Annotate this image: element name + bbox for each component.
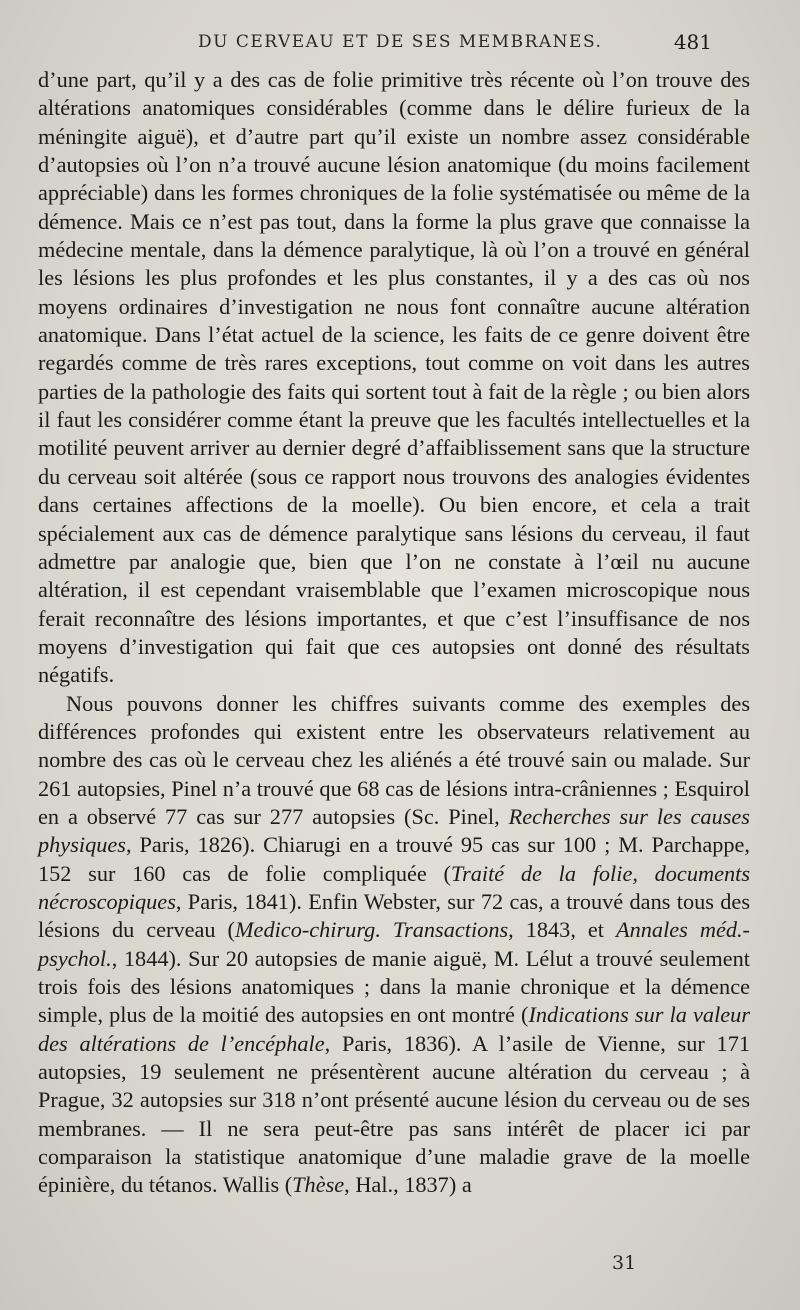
page-header: [48, 32, 712, 60]
text-run: , Hal., 1837) a: [344, 1172, 472, 1198]
text-run: , Paris, 1826). Chiarugi en a trouvé 95 cas sur 100 ; M. Parchappe, 152 sur 160 cas de folie compliquée (: [38, 832, 750, 886]
citation-title: Medico-chirurg. Transactions: [234, 917, 509, 943]
text-run: , 1844). Sur 20 autopsies de manie aiguë, M. Lélut a trouvé seulement trois fois des lésions anatomiques ; dans la manie chronique et la démence simple, plus de la moitié des autopsies en ont montré (: [38, 945, 750, 1028]
text-run: Nous pouvons donner les chiffres suivants comme des exemples des différences profondes qui existent entre les observateurs relativement au nombre des cas où le cerveau chez les aliénés a été trouvé sain ou malade. Sur 261 autopsies, Pinel n’a trouvé que 68 cas de lésions intra-crâniennes ; Esquirol en a observé 77 cas sur 277 autopsies (Sc. Pinel,: [38, 690, 750, 829]
printer-signature: 31: [612, 1252, 637, 1274]
citation-title: Thèse: [292, 1172, 345, 1198]
body-text: [38, 66, 750, 1200]
text-run: , Paris, 1841). Enfin Webster, sur 72 cas, a trouvé dans tous des lésions du cerveau (: [38, 888, 750, 943]
running-title: DU CERVEAU ET DE SES MEMBRANES.: [198, 32, 603, 52]
citation-title: Annales méd.-psychol.: [38, 917, 750, 971]
citation-title: Traité de la folie, documents nécroscopiques: [38, 860, 750, 914]
text-run: , 1843, et: [508, 917, 616, 943]
paragraph-statistics: [38, 690, 750, 1200]
citation-title: Indications sur la valeur des altérations de l’encéphale: [38, 1002, 751, 1056]
citation-title: Recherches sur les causes physiques: [38, 803, 750, 858]
page-number: 481: [673, 30, 712, 54]
text-run: , Paris, 1836). A l’asile de Vienne, sur 171 autopsies, 19 seulement ne présentèrent aucune altération du cerveau ; à Prague, 32 autopsies sur 318 n’ont présenté aucune lésion du cerveau ou de ses membranes. — Il ne sera peut-être pas sans intérêt de placer ici par comparaison la statistique anatomique d’une maladie grave de la moelle épinière, du tétanos. Wallis (: [38, 1030, 750, 1198]
paragraph-continued: d’une part, qu’il y a des cas de folie primitive très récente où l’on trouve des altérations anatomiques considérables (comme dans le délire furieux de la méningite aiguë), et d’autre part qu’il existe un nombre assez considérable d’autopsies où l’on n’a trouvé aucune lésion anatomique (du moins facilement appréciable) dans les formes chroniques de la folie systématisée ou même de la démence. Mais ce n’est pas tout, dans la forme la plus grave que connaisse la médecine mentale, dans la démence paralytique, là où l’on a trouvé en général les lésions les plus profondes et les plus constantes, il y a des cas où nos moyens ordinaires d’investigation ne nous font connaître aucune altération anatomique. Dans l’état actuel de la science, les faits de ce genre doivent être regardés comme de très rares exceptions, tout comme on voit dans les autres parties de la pathologie des faits qui sortent tout à fait de la règle ; ou bien alors il faut les considérer comme étant la preuve que les facultés intellectuelles et la motilité peuvent arriver au dernier degré d’affaiblissement sans que la structure du cerveau soit altérée (sous ce rapport nous trouvons des analogies évidentes dans certaines affections de la moelle). Ou bien encore, et cela a trait spécialement aux cas de démence paralytique sans lésions du cerveau, il faut admettre par analogie que, bien que l’on ne constate à l’œil nu aucune altération, il est cependant vraisemblable que l’examen microscopique nous ferait reconnaître des lésions importantes, et que c’est l’insuffisance de nos moyens d’investigation qui fait que ces autopsies ont donné des résultats négatifs.: [38, 67, 750, 688]
